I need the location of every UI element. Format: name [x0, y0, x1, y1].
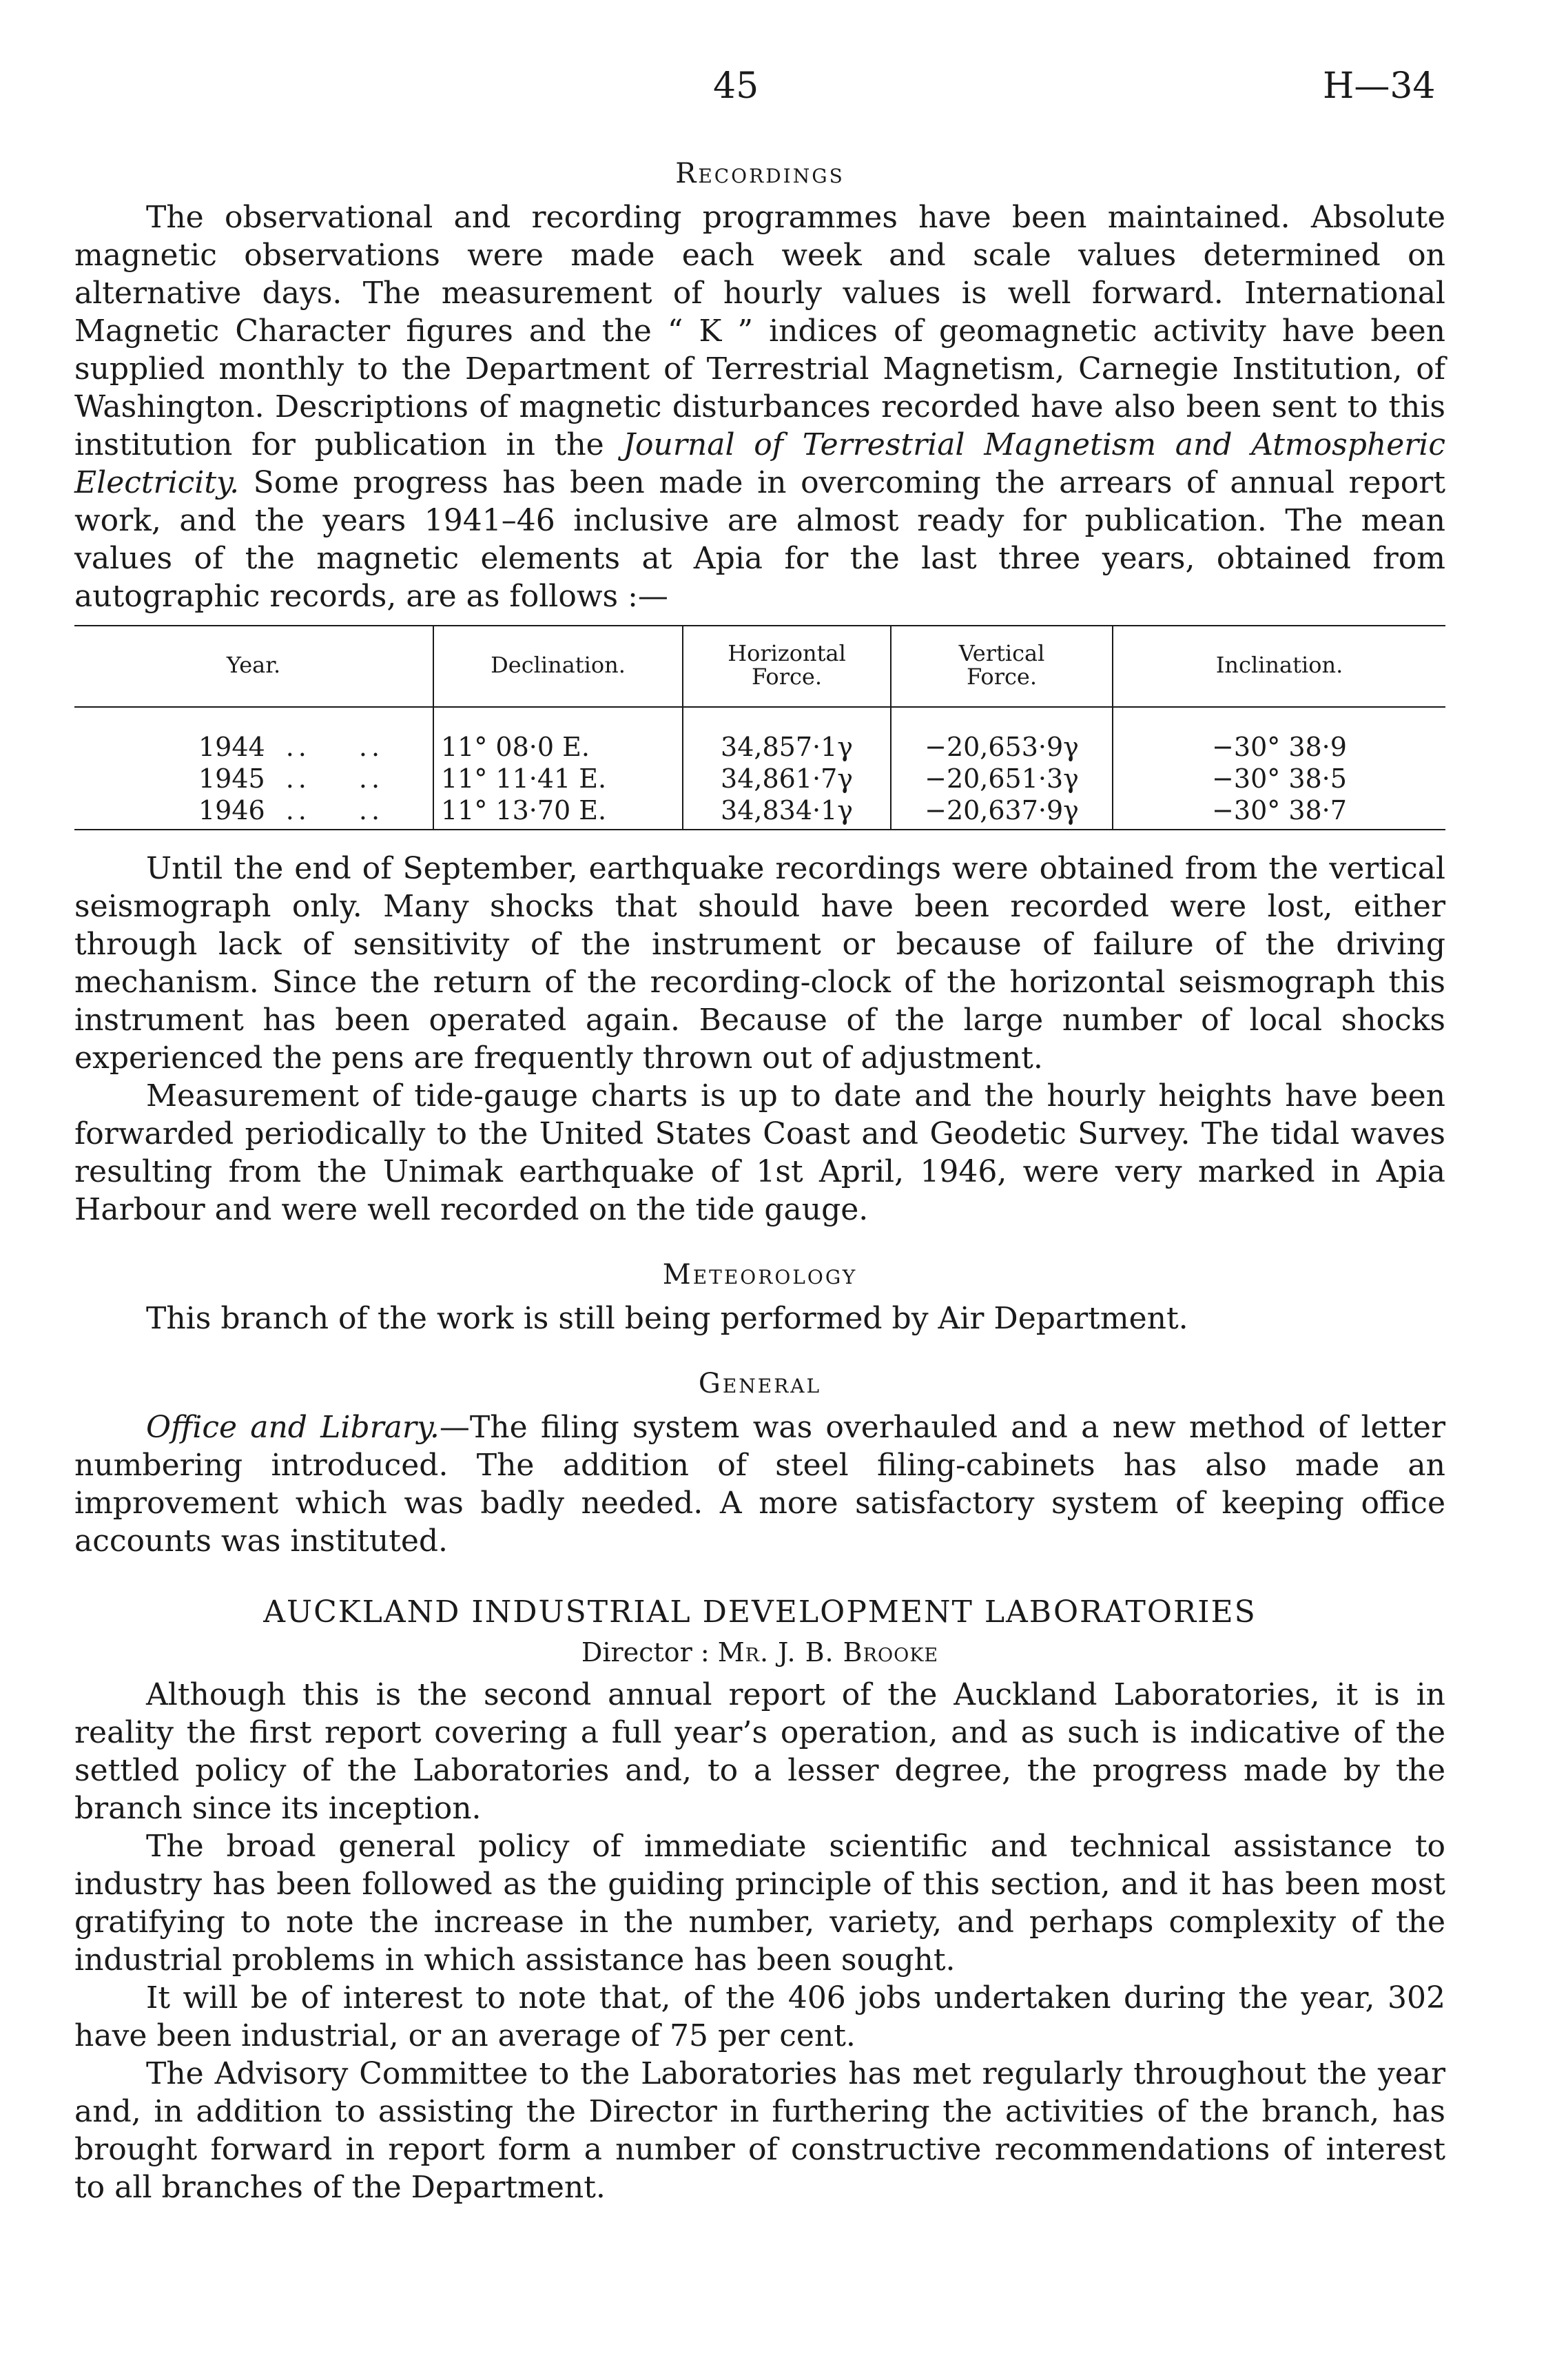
page-header	[0, 65, 1546, 127]
header-declination: Declination.	[433, 626, 683, 707]
tide-gauge-paragraph: Measurement of tide-gauge charts is up to date and the hourly heights have been forwarded periodically to the United States Coast and Geodetic Survey. The tidal waves resulting from the Unimak earthquake of 1st April, 1946, were very marked in Apia Harbour and were well recorded on the tide gauge.	[74, 1078, 1445, 1227]
table-row	[74, 794, 1445, 830]
meteorology-paragraph: This branch of the work is still being performed by Air Department.	[146, 1301, 1188, 1336]
horizontal-force-cell: 34,834·1γ	[683, 794, 891, 830]
director-label: Director :	[581, 1637, 710, 1668]
header-inclination: Inclination.	[1113, 626, 1445, 707]
header-horizontal-force: Horizontal Force.	[683, 626, 891, 707]
office-library-text: —The filing system was overhauled and a new method of letter numbering introduced. The addition of steel filing-cabinets has also made an improvement which was badly needed. A more satisfactory system of keeping office accounts was instituted.	[74, 1410, 1445, 1559]
general-heading: General	[698, 1368, 822, 1399]
declination-cell: 11° 08·0 E.	[433, 707, 683, 763]
auckland-paragraph: The Advisory Committee to the Laboratories has met regularly throughout the year and, in addition to assisting the Director in furthering the activities of the branch, has brought forward in report form a number of constructive recommendations of interest to all branches of the Department.	[74, 2056, 1445, 2205]
intro-text-end: Some progress has been made in overcoming the arrears of annual report work, and the years 1941–46 inclusive are almost ready for publication. The mean values of the magnetic elements at Apia for the last three years, obtained from autographic records, are as follows :—	[74, 465, 1445, 614]
table-row	[74, 707, 1445, 763]
inclination-cell: −30° 38·9	[1113, 707, 1445, 763]
year-cell: 1946 .. ..	[198, 795, 384, 825]
horizontal-force-cell: 34,861·7γ	[683, 763, 891, 794]
meteorology-heading: Meteorology	[662, 1259, 858, 1291]
auckland-laboratories-heading: AUCKLAND INDUSTRIAL DEVELOPMENT LABORATORIES	[263, 1594, 1257, 1630]
journal-title: Journal of Terrestrial Magnetism and Atmospheric Electricity.	[74, 427, 1445, 500]
inclination-cell: −30° 38·5	[1113, 763, 1445, 794]
year-cell: 1944 .. ..	[198, 732, 384, 762]
office-library-lead: Office and Library.	[146, 1410, 440, 1445]
recordings-heading: Recordings	[675, 158, 845, 189]
declination-cell: 11° 13·70 E.	[433, 794, 683, 830]
vertical-force-cell: −20,651·3γ	[891, 763, 1113, 794]
director-name: Mr. J. B. Brooke	[717, 1637, 939, 1668]
intro-text-start: The observational and recording programmes have been maintained. Absolute magnetic observations were made each week and scale values determined on alternative days. The measurement of hourly values is well forward. International Magnetic Character figures and the “ K ” indices of geomagnetic activity have been supplied monthly to the Department of Terrestrial Magnetism, Carnegie Institution, of Washington. Descriptions of magnetic disturbances recorded have also been sent to this institution for publication in the	[74, 200, 1445, 462]
recordings-intro-paragraph	[74, 198, 1445, 615]
earthquake-paragraph: Until the end of September, earthquake recordings were obtained from the vertical seismograph only. Many shocks that should have been recorded were lost, either through lack of sensitivity of the instrument or because of failure of the driving mechanism. Since the return of the recording-clock of the horizontal seismograph this instrument has been operated again. Because of the large number of local shocks experienced the pens are frequently thrown out of adjustment.	[74, 851, 1445, 1076]
auckland-paragraph: Although this is the second annual report of the Auckland Laboratories, it is in reality the first report covering a full year’s operation, and as such is indicative of the settled policy of the Laboratories and, to a lesser degree, the progress made by the branch since its inception.	[74, 1677, 1445, 1826]
page-content	[74, 155, 1445, 2206]
header-vertical-force: Vertical Force.	[891, 626, 1113, 707]
header-year: Year.	[226, 652, 281, 678]
page-number: 45	[713, 65, 759, 107]
magnetic-elements-table	[74, 625, 1445, 830]
director-line	[74, 1634, 1445, 1672]
document-code: H—34	[1323, 65, 1436, 107]
auckland-paragraph: It will be of interest to note that, of the 406 jobs undertaken during the year, 302 have been industrial, or an average of 75 per cent.	[74, 1980, 1445, 2053]
table-row	[74, 763, 1445, 794]
horizontal-force-cell: 34,857·1γ	[683, 707, 891, 763]
vertical-force-cell: −20,653·9γ	[891, 707, 1113, 763]
inclination-cell: −30° 38·7	[1113, 794, 1445, 830]
table-header-row	[74, 626, 1445, 707]
vertical-force-cell: −20,637·9γ	[891, 794, 1113, 830]
office-library-paragraph	[74, 1408, 1445, 1560]
auckland-paragraph: The broad general policy of immediate scientific and technical assistance to industry has been followed as the guiding principle of this section, and it has been most gratifying to note the increase in the number, variety, and perhaps complexity of the industrial problems in which assistance has been sought.	[74, 1829, 1445, 1978]
declination-cell: 11° 11·41 E.	[433, 763, 683, 794]
year-cell: 1945 .. ..	[198, 763, 384, 794]
